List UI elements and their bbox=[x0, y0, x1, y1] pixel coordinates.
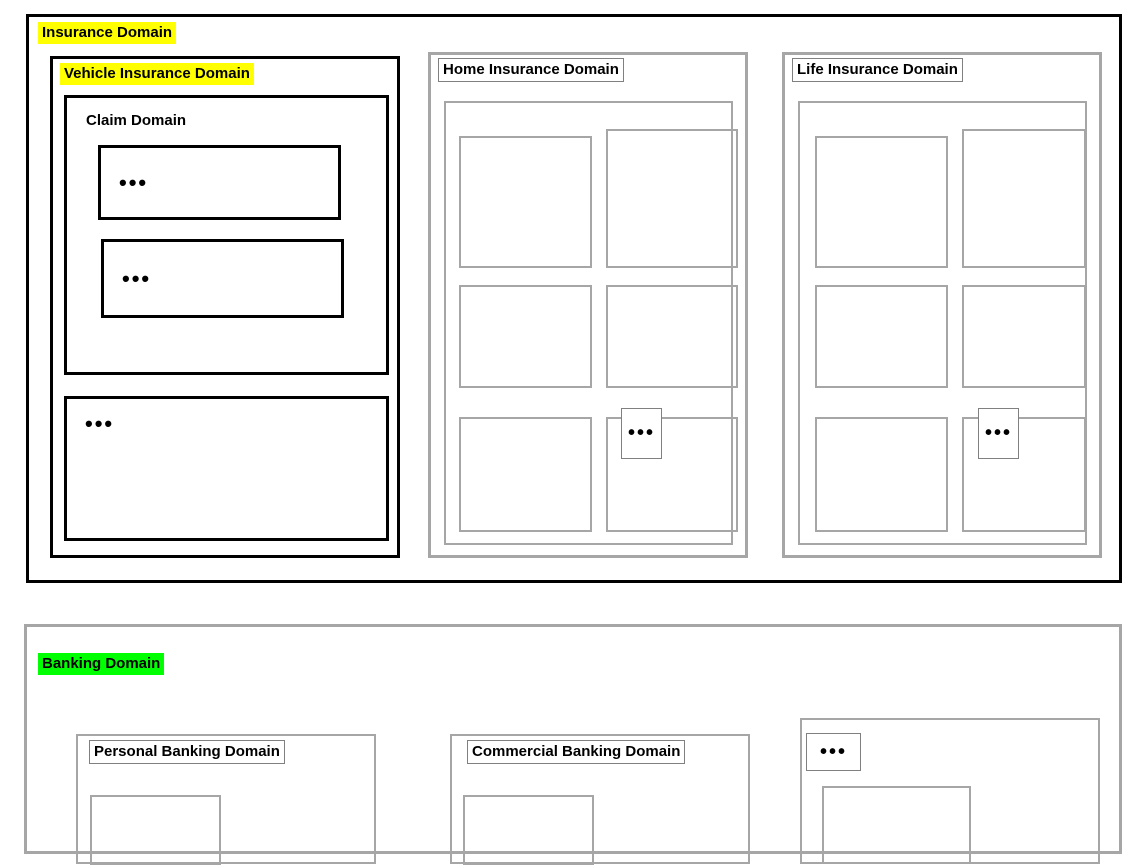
home-insurance-cell-5 bbox=[459, 417, 592, 532]
claim-domain-subbox-1 bbox=[98, 145, 341, 220]
commercial-banking-domain-label: Commercial Banking Domain bbox=[467, 740, 685, 764]
life-insurance-ellipsis-box: ••• bbox=[978, 408, 1019, 459]
life-insurance-cell-1 bbox=[815, 136, 948, 268]
banking-domain-label: Banking Domain bbox=[38, 653, 164, 675]
claim-domain-container bbox=[64, 95, 389, 375]
vehicle-insurance-other-box bbox=[64, 396, 389, 541]
personal-banking-domain-label: Personal Banking Domain bbox=[89, 740, 285, 764]
life-insurance-cell-3 bbox=[815, 285, 948, 388]
life-insurance-domain-label: Life Insurance Domain bbox=[792, 58, 963, 82]
ellipsis-marker: ••• bbox=[85, 411, 115, 436]
more-banking-cell-1 bbox=[822, 786, 971, 864]
claim-domain-subbox-2 bbox=[101, 239, 344, 318]
ellipsis-marker: ••• bbox=[119, 169, 149, 195]
life-insurance-cell-5 bbox=[815, 417, 948, 532]
ellipsis-marker: ••• bbox=[122, 265, 152, 291]
home-insurance-cell-4 bbox=[606, 285, 738, 388]
home-insurance-cell-1 bbox=[459, 136, 592, 268]
commercial-banking-cell-1 bbox=[463, 795, 594, 865]
home-insurance-cell-2 bbox=[606, 129, 738, 268]
banking-ellipsis-box: ••• bbox=[806, 733, 861, 771]
personal-banking-cell-1 bbox=[90, 795, 221, 865]
life-insurance-cell-2 bbox=[962, 129, 1086, 268]
home-insurance-domain-label: Home Insurance Domain bbox=[438, 58, 624, 82]
insurance-domain-label: Insurance Domain bbox=[38, 22, 176, 44]
home-insurance-ellipsis-box: ••• bbox=[621, 408, 662, 459]
life-insurance-cell-4 bbox=[962, 285, 1086, 388]
vehicle-insurance-domain-label: Vehicle Insurance Domain bbox=[60, 63, 254, 85]
home-insurance-cell-3 bbox=[459, 285, 592, 388]
claim-domain-label: Claim Domain bbox=[86, 112, 187, 129]
